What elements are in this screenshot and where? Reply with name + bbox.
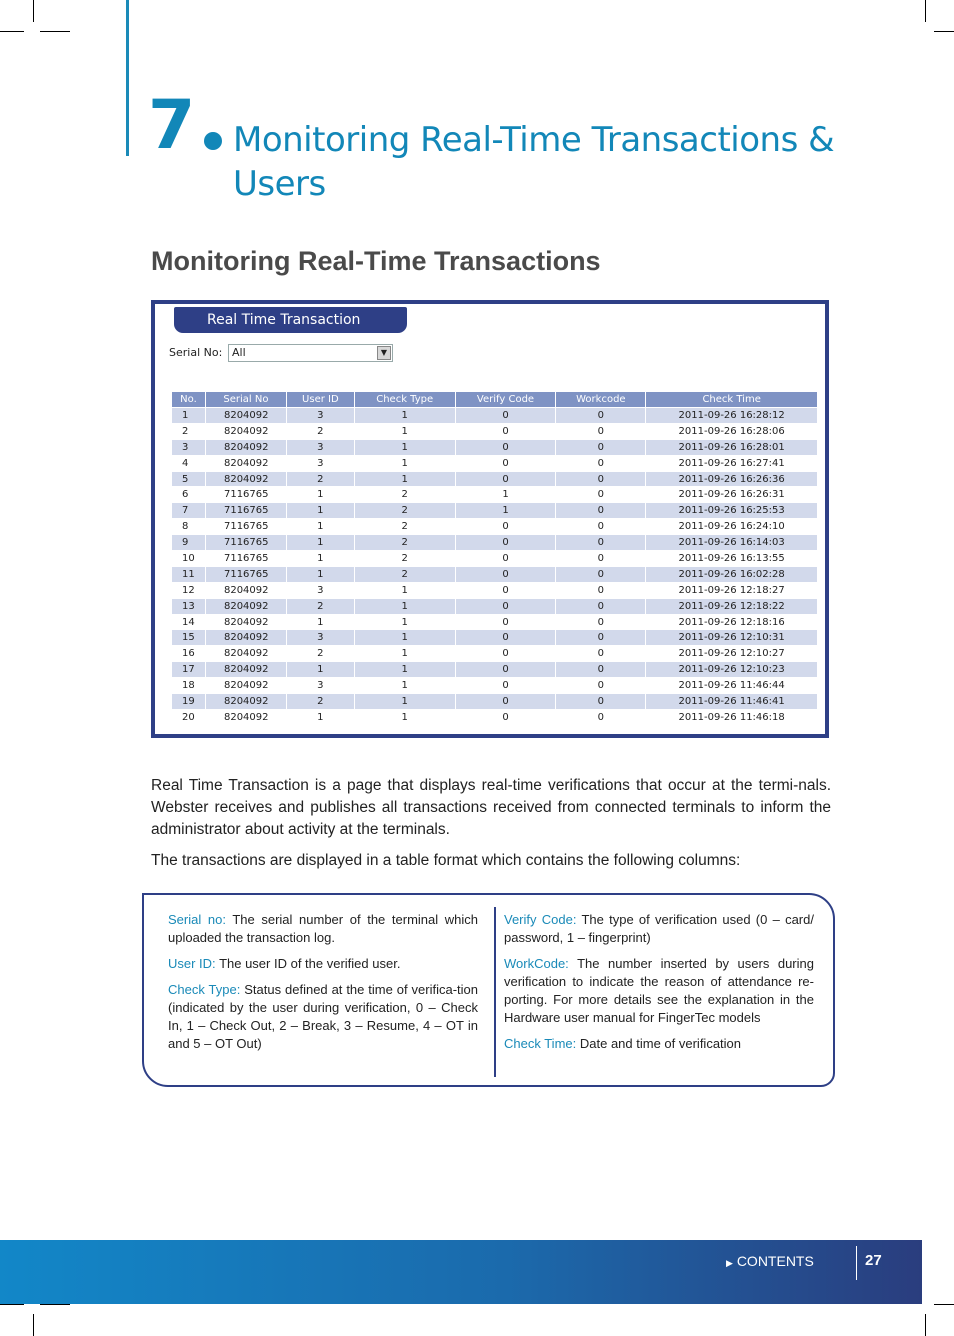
table-cell: 1 bbox=[286, 535, 354, 551]
table-row bbox=[172, 566, 818, 582]
table-cell: 3 bbox=[286, 455, 354, 471]
table-cell: 0 bbox=[455, 408, 556, 424]
table-cell: 0 bbox=[455, 646, 556, 662]
table-cell: 1 bbox=[354, 439, 455, 455]
table-cell: 2 bbox=[286, 646, 354, 662]
table-cell: 2 bbox=[354, 519, 455, 535]
table-cell: 12 bbox=[172, 582, 206, 598]
table-row bbox=[172, 694, 818, 710]
contents-link[interactable] bbox=[726, 1253, 814, 1269]
table-cell: 15 bbox=[172, 630, 206, 646]
table-cell: 0 bbox=[455, 535, 556, 551]
table-cell: 7116765 bbox=[205, 535, 286, 551]
table-row bbox=[172, 408, 818, 424]
table-cell: 0 bbox=[455, 423, 556, 439]
table-cell: 4 bbox=[172, 455, 206, 471]
chapter-bullet-icon bbox=[204, 132, 222, 150]
table-cell: 7116765 bbox=[205, 551, 286, 567]
table-cell: 0 bbox=[455, 614, 556, 630]
table-cell: 2 bbox=[354, 566, 455, 582]
crop-mark bbox=[0, 1304, 24, 1305]
table-cell: 2 bbox=[354, 535, 455, 551]
column-header: No. bbox=[172, 392, 206, 408]
table-cell: 1 bbox=[455, 487, 556, 503]
table-cell: 0 bbox=[455, 471, 556, 487]
definition-item bbox=[168, 911, 478, 947]
crop-mark bbox=[40, 1304, 70, 1305]
table-row bbox=[172, 662, 818, 678]
table-row bbox=[172, 439, 818, 455]
table-cell: 2011-09-26 16:28:06 bbox=[646, 423, 818, 439]
column-header: Serial No bbox=[205, 392, 286, 408]
chapter-rule bbox=[126, 0, 129, 156]
table-cell: 0 bbox=[556, 487, 646, 503]
crop-mark bbox=[33, 0, 34, 22]
definition-term: User ID: bbox=[168, 956, 216, 971]
table-cell: 0 bbox=[556, 535, 646, 551]
table-row bbox=[172, 551, 818, 567]
table-cell: 2 bbox=[286, 423, 354, 439]
table-cell: 0 bbox=[556, 439, 646, 455]
table-cell: 2011-09-26 12:10:23 bbox=[646, 662, 818, 678]
table-cell: 7116765 bbox=[205, 503, 286, 519]
table-cell: 2011-09-26 16:02:28 bbox=[646, 566, 818, 582]
definition-term: WorkCode: bbox=[504, 956, 569, 971]
table-cell: 0 bbox=[556, 709, 646, 725]
table-cell: 2011-09-26 16:25:53 bbox=[646, 503, 818, 519]
table-cell: 1 bbox=[286, 487, 354, 503]
page-footer bbox=[0, 1240, 922, 1304]
table-cell: 2011-09-26 12:10:31 bbox=[646, 630, 818, 646]
table-cell: 19 bbox=[172, 694, 206, 710]
table-cell: 0 bbox=[455, 582, 556, 598]
table-row bbox=[172, 487, 818, 503]
table-cell: 8204092 bbox=[205, 678, 286, 694]
crop-mark bbox=[33, 1314, 34, 1336]
table-row bbox=[172, 423, 818, 439]
definitions-left-column bbox=[168, 911, 478, 1061]
table-cell: 1 bbox=[354, 709, 455, 725]
table-row bbox=[172, 503, 818, 519]
table-cell: 2011-09-26 16:13:55 bbox=[646, 551, 818, 567]
table-row bbox=[172, 598, 818, 614]
contents-label: CONTENTS bbox=[736, 1253, 814, 1269]
page-number: 27 bbox=[865, 1252, 882, 1269]
definition-term: Check Time: bbox=[504, 1036, 577, 1051]
real-time-transaction-screenshot bbox=[151, 300, 829, 738]
table-cell: 1 bbox=[286, 551, 354, 567]
table-cell: 8204092 bbox=[205, 630, 286, 646]
table-cell: 10 bbox=[172, 551, 206, 567]
table-row bbox=[172, 646, 818, 662]
table-cell: 0 bbox=[556, 519, 646, 535]
table-cell: 8204092 bbox=[205, 662, 286, 678]
table-cell: 2011-09-26 12:10:27 bbox=[646, 646, 818, 662]
table-cell: 6 bbox=[172, 487, 206, 503]
table-cell: 1 bbox=[354, 614, 455, 630]
table-cell: 1 bbox=[172, 408, 206, 424]
table-cell: 1 bbox=[354, 646, 455, 662]
table-cell: 1 bbox=[354, 471, 455, 487]
table-cell: 0 bbox=[556, 423, 646, 439]
table-cell: 8204092 bbox=[205, 614, 286, 630]
table-cell: 2 bbox=[354, 487, 455, 503]
table-cell: 0 bbox=[556, 408, 646, 424]
table-row bbox=[172, 471, 818, 487]
table-cell: 7116765 bbox=[205, 566, 286, 582]
column-header: Check Time bbox=[646, 392, 818, 408]
table-cell: 7 bbox=[172, 503, 206, 519]
crop-mark bbox=[934, 31, 954, 32]
table-cell: 2011-09-26 16:26:31 bbox=[646, 487, 818, 503]
chapter-number: 7 bbox=[148, 86, 196, 165]
table-cell: 0 bbox=[556, 678, 646, 694]
section-title: Monitoring Real-Time Transactions bbox=[151, 246, 601, 276]
triangle-right-icon: ▶ bbox=[726, 1258, 733, 1268]
table-cell: 1 bbox=[286, 614, 354, 630]
table-cell: 1 bbox=[354, 582, 455, 598]
table-cell: 8204092 bbox=[205, 439, 286, 455]
table-cell: 16 bbox=[172, 646, 206, 662]
definitions-divider bbox=[494, 907, 496, 1077]
table-cell: 2011-09-26 16:28:12 bbox=[646, 408, 818, 424]
table-cell: 0 bbox=[455, 566, 556, 582]
intro-paragraph: Real Time Transaction is a page that displays real-time verifications that occur at the termi-nals. Webster receives and publishes all transactions received from connected terminals to inform the administrator about activity at the terminals. bbox=[151, 777, 831, 838]
table-row bbox=[172, 614, 818, 630]
definitions-right-column bbox=[504, 911, 814, 1061]
table-cell: 7116765 bbox=[205, 519, 286, 535]
crop-mark bbox=[934, 1304, 954, 1305]
table-cell: 0 bbox=[455, 551, 556, 567]
definition-term: Verify Code: bbox=[504, 912, 577, 927]
table-cell: 2 bbox=[172, 423, 206, 439]
serial-no-label: Serial No: bbox=[169, 346, 223, 359]
table-cell: 1 bbox=[455, 503, 556, 519]
table-cell: 7116765 bbox=[205, 487, 286, 503]
table-cell: 0 bbox=[556, 630, 646, 646]
chapter-title: Monitoring Real-Time Transactions & Users bbox=[233, 120, 835, 204]
table-cell: 2011-09-26 11:46:18 bbox=[646, 709, 818, 725]
table-cell: 0 bbox=[556, 566, 646, 582]
table-cell: 1 bbox=[286, 709, 354, 725]
table-cell: 1 bbox=[354, 598, 455, 614]
crop-mark bbox=[925, 1314, 926, 1336]
table-cell: 2011-09-26 16:26:36 bbox=[646, 471, 818, 487]
table-row bbox=[172, 630, 818, 646]
table-cell: 0 bbox=[455, 598, 556, 614]
table-cell: 1 bbox=[286, 519, 354, 535]
table-cell: 1 bbox=[354, 423, 455, 439]
chevron-down-icon[interactable]: ▼ bbox=[377, 346, 391, 360]
table-cell: 1 bbox=[354, 694, 455, 710]
definition-text: The type of verification used (0 – card/ password, 1 – fingerprint) bbox=[504, 912, 814, 945]
table-cell: 8204092 bbox=[205, 423, 286, 439]
definition-text: The number inserted by users during verification to indicate the reason of attendance re-porting. For more details see the explanation in the Hardware user manual for FingerTec models bbox=[504, 956, 814, 1025]
table-cell: 0 bbox=[455, 694, 556, 710]
table-cell: 2 bbox=[286, 598, 354, 614]
table-cell: 0 bbox=[556, 662, 646, 678]
table-cell: 1 bbox=[286, 662, 354, 678]
table-row bbox=[172, 455, 818, 471]
table-cell: 0 bbox=[556, 551, 646, 567]
table-cell: 2011-09-26 11:46:41 bbox=[646, 694, 818, 710]
definition-item bbox=[504, 955, 814, 1027]
table-cell: 2011-09-26 12:18:27 bbox=[646, 582, 818, 598]
column-definitions-box bbox=[142, 893, 835, 1087]
table-cell: 2011-09-26 12:18:16 bbox=[646, 614, 818, 630]
definition-item bbox=[168, 981, 478, 1053]
table-cell: 2011-09-26 16:28:01 bbox=[646, 439, 818, 455]
crop-mark bbox=[925, 0, 926, 22]
serial-no-select[interactable] bbox=[228, 344, 393, 362]
table-cell: 0 bbox=[556, 598, 646, 614]
column-header: Workcode bbox=[556, 392, 646, 408]
table-cell: 18 bbox=[172, 678, 206, 694]
table-cell: 14 bbox=[172, 614, 206, 630]
column-header: User ID bbox=[286, 392, 354, 408]
table-cell: 20 bbox=[172, 709, 206, 725]
table-cell: 3 bbox=[286, 439, 354, 455]
definition-text: The serial number of the terminal which uploaded the transaction log. bbox=[168, 912, 478, 945]
table-cell: 8 bbox=[172, 519, 206, 535]
table-cell: 0 bbox=[556, 694, 646, 710]
table-cell: 8204092 bbox=[205, 598, 286, 614]
crop-mark bbox=[0, 31, 24, 32]
table-cell: 3 bbox=[286, 408, 354, 424]
definition-item bbox=[168, 955, 478, 973]
table-cell: 3 bbox=[286, 630, 354, 646]
table-cell: 0 bbox=[455, 678, 556, 694]
table-cell: 1 bbox=[354, 630, 455, 646]
table-cell: 0 bbox=[455, 709, 556, 725]
table-cell: 0 bbox=[455, 439, 556, 455]
table-cell: 0 bbox=[455, 519, 556, 535]
definition-item bbox=[504, 1035, 814, 1053]
columns-intro-paragraph: The transactions are displayed in a table format which contains the following columns: bbox=[151, 852, 741, 869]
table-cell: 1 bbox=[354, 455, 455, 471]
definition-term: Serial no: bbox=[168, 912, 226, 927]
table-cell: 2011-09-26 16:14:03 bbox=[646, 535, 818, 551]
table-cell: 2011-09-26 16:24:10 bbox=[646, 519, 818, 535]
definition-item bbox=[504, 911, 814, 947]
table-header-row bbox=[172, 392, 818, 408]
table-cell: 8204092 bbox=[205, 582, 286, 598]
transaction-table bbox=[171, 391, 818, 726]
table-cell: 3 bbox=[172, 439, 206, 455]
table-cell: 2011-09-26 12:18:22 bbox=[646, 598, 818, 614]
table-cell: 8204092 bbox=[205, 709, 286, 725]
table-cell: 1 bbox=[286, 503, 354, 519]
table-cell: 5 bbox=[172, 471, 206, 487]
table-cell: 0 bbox=[556, 646, 646, 662]
column-header: Check Type bbox=[354, 392, 455, 408]
table-cell: 1 bbox=[286, 566, 354, 582]
table-row bbox=[172, 678, 818, 694]
table-cell: 0 bbox=[556, 503, 646, 519]
table-cell: 1 bbox=[354, 662, 455, 678]
table-row bbox=[172, 709, 818, 725]
table-cell: 2 bbox=[286, 471, 354, 487]
table-cell: 0 bbox=[455, 455, 556, 471]
table-cell: 2 bbox=[354, 551, 455, 567]
table-cell: 2 bbox=[354, 503, 455, 519]
table-cell: 0 bbox=[556, 582, 646, 598]
table-cell: 1 bbox=[354, 408, 455, 424]
table-cell: 0 bbox=[455, 630, 556, 646]
screenshot-tab-title: Real Time Transaction bbox=[174, 307, 407, 333]
table-cell: 0 bbox=[556, 471, 646, 487]
table-cell: 9 bbox=[172, 535, 206, 551]
serial-no-select-value: All bbox=[232, 346, 246, 359]
table-row bbox=[172, 582, 818, 598]
definition-term: Check Type: bbox=[168, 982, 241, 997]
footer-divider bbox=[856, 1246, 857, 1280]
table-row bbox=[172, 519, 818, 535]
table-cell: 2011-09-26 11:46:44 bbox=[646, 678, 818, 694]
table-cell: 0 bbox=[455, 662, 556, 678]
table-cell: 2011-09-26 16:27:41 bbox=[646, 455, 818, 471]
table-cell: 8204092 bbox=[205, 694, 286, 710]
table-cell: 8204092 bbox=[205, 455, 286, 471]
table-cell: 0 bbox=[556, 455, 646, 471]
definition-text: The user ID of the verified user. bbox=[219, 956, 401, 971]
table-row bbox=[172, 535, 818, 551]
column-header: Verify Code bbox=[455, 392, 556, 408]
definition-text: Date and time of verification bbox=[579, 1036, 742, 1051]
table-cell: 1 bbox=[354, 678, 455, 694]
table-cell: 17 bbox=[172, 662, 206, 678]
crop-mark bbox=[40, 31, 70, 32]
table-cell: 8204092 bbox=[205, 408, 286, 424]
table-cell: 8204092 bbox=[205, 646, 286, 662]
table-cell: 2 bbox=[286, 694, 354, 710]
table-cell: 3 bbox=[286, 582, 354, 598]
table-cell: 3 bbox=[286, 678, 354, 694]
table-cell: 8204092 bbox=[205, 471, 286, 487]
table-cell: 13 bbox=[172, 598, 206, 614]
table-cell: 11 bbox=[172, 566, 206, 582]
definition-text: Status defined at the time of verifica-tion (indicated by the user during verification, 0 – Check In, 1 – Check Out, 2 – Break, 3 – Resume, 4 – OT in and 5 – OT Out) bbox=[168, 982, 478, 1051]
table-cell: 0 bbox=[556, 614, 646, 630]
